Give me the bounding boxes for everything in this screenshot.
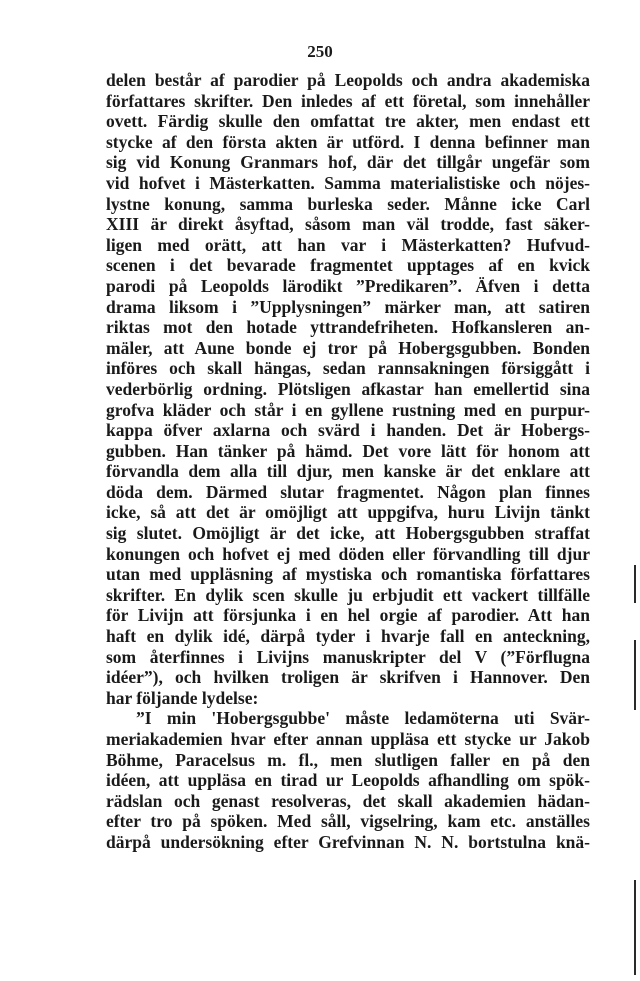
page-edge-mark	[634, 640, 636, 710]
text-line: sig slutet. Omöjligt är det icke, att Hobergsgubben straffat	[106, 523, 590, 544]
text-line: kappa öfver axlarna och svärd i handen. Det är Hobergs-	[106, 420, 590, 441]
text-line: riktas mot den hotade yttrandefriheten. Hofkansleren an-	[106, 317, 590, 338]
text-line: konungen och hofvet ej med döden eller förvandling till djur	[106, 543, 590, 564]
text-line: införes och skall hängas, sedan rannsakningen försiggått i	[106, 358, 590, 379]
text-line: meriakademien hvar efter annan uppläsa ett stycke ur Jakob	[106, 729, 590, 749]
text-line: scenen i det bevarade fragmentet upptages af en kvick	[106, 255, 590, 276]
text-line: vederbörlig ordning. Plötsligen afkastar han emellertid sina	[106, 378, 590, 399]
text-line: sig vid Konung Granmars hof, där det tillgår ungefär som	[106, 152, 590, 173]
text-line: efter tro på spöken. Med såll, vigselring, kam etc. anställes	[106, 811, 590, 832]
text-line: grofva kläder och står i en gyllene rustning med en purpur-	[106, 399, 590, 420]
page-number: 250	[307, 42, 333, 61]
text-line: för Livijn att försjunka i en hel orgie af parodier. Att han	[106, 605, 590, 626]
quote-first-line: ”I min 'Hobergsgubbe' måste ledamöterna uti Svär-	[136, 708, 590, 729]
text-line: har följande lydelse:	[106, 687, 259, 708]
text-line: idéer”), och hvilken troligen är skrifven i Hannover. Den	[106, 667, 590, 688]
text-line: stycke af den första akten är utförd. I denna befinner man	[106, 131, 590, 152]
text-line: XIII är direkt åsyftad, såsom man väl trodde, fast säker-	[106, 214, 590, 235]
text-line: vid hofvet i Mästerkatten. Samma materialistiske och nöjes-	[106, 172, 590, 193]
text-line: haft en dylik idé, därpå tyder i hvarje fall en anteckning,	[106, 626, 590, 647]
text-line: delen består af parodier på Leopolds och andra akademiska	[106, 70, 590, 90]
text-line: som återfinnes i Livijns manuskripter del V (”Förflugna	[106, 646, 590, 667]
text-line: författares skrifter. Den inledes af ett företal, som innehåller	[106, 90, 590, 111]
text-line: parodi på Leopolds lärodikt ”Predikaren”. Äfven i detta	[106, 275, 590, 296]
text-line: därpå undersökning efter Grefvinnan N. N. bortstulna knä-	[106, 831, 590, 852]
page-edge-mark	[634, 880, 636, 975]
text-line: utan med uppläsning af mystiska och romantiska författares	[106, 564, 590, 585]
text-line: döda dem. Därmed slutar fragmentet. Någon plan finnes	[106, 481, 590, 502]
text-line: gubben. Han tänker på hämd. Det vore lätt för honom att	[106, 440, 590, 461]
body-text	[106, 70, 590, 853]
text-line: ovett. Färdig skulle den omfattat tre akter, men endast ett	[106, 111, 590, 132]
text-line: lystne konung, samma burleska seder. Månne icke Carl	[106, 193, 590, 214]
text-line: ligen med orätt, att han var i Mästerkatten? Hufvud-	[106, 234, 590, 255]
text-line: idéen, att uppläsa en tirad ur Leopolds afhandling om spök-	[106, 770, 590, 791]
text-line: skrifter. En dylik scen skulle ju erbjudit ett vackert tillfälle	[106, 584, 590, 605]
text-line: förvandla dem alla till djur, men kanske är det enklare att	[106, 461, 590, 482]
text-line: drama liksom i ”Upplysningen” märker man, att satiren	[106, 296, 590, 317]
text-line: Böhme, Paracelsus m. fl., men slutligen faller en på den	[106, 749, 590, 770]
page-edge-mark	[634, 565, 636, 603]
text-line: mäler, att Aune bonde ej tror på Hobergsgubben. Bonden	[106, 337, 590, 358]
text-line: icke, så att det är omöjligt att uppgifva, huru Livijn tänkt	[106, 502, 590, 523]
text-line: rädslan och genast resolveras, det skall akademien hädan-	[106, 790, 590, 811]
